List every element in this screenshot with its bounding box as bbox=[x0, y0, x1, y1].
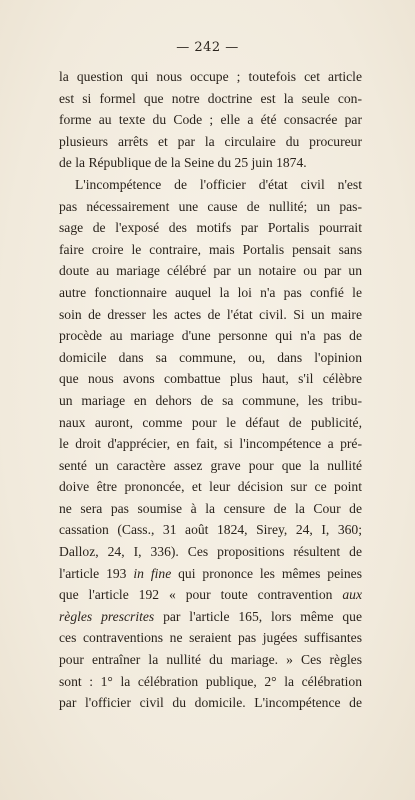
text-line: senté un caractère assez grave pour que la nullité bbox=[59, 457, 362, 473]
text-line: cassation (Cass., 31 août 1824, Sirey, 24, I, 360; bbox=[59, 522, 362, 538]
text-line: procède au mariage d'une personne qui n'a pas de bbox=[59, 328, 362, 344]
text-line: ne sera pas soumise à la censure de la Cour de bbox=[59, 500, 362, 516]
text-line: de la République de la Seine du 25 juin 1874. bbox=[59, 155, 307, 171]
text-line: que nous avons combattue plus haut, s'il célèbre bbox=[59, 371, 362, 387]
text-line: doive être prononcée, et leur décision sur ce point bbox=[59, 479, 362, 495]
text-line bbox=[59, 606, 362, 628]
text-line: Dalloz, 24, I, 336). Ces propositions résultent de bbox=[59, 544, 362, 560]
text-line: pas nécessairement une cause de nullité; un pas- bbox=[59, 198, 362, 214]
text-line: forme au texte du Code ; elle a été consacrée par bbox=[59, 112, 362, 128]
page-number: — 242 — bbox=[176, 40, 239, 55]
text-line: domicile dans sa commune, ou, dans l'opinion bbox=[59, 349, 362, 365]
body-text bbox=[59, 66, 362, 714]
text-run: qui prononce les mêmes peines bbox=[171, 565, 362, 581]
italic-text: règles prescrites bbox=[59, 608, 155, 624]
italic-text: aux bbox=[342, 587, 362, 603]
text-line: la question qui nous occupe ; toutefois cet article bbox=[59, 69, 362, 84]
text-line: par l'officier civil du domicile. L'incompétence de bbox=[59, 695, 362, 711]
text-line: doute au mariage célébré par un notaire ou par un bbox=[59, 263, 362, 279]
text-line: L'incompétence de l'officier d'état civil n'est bbox=[75, 176, 362, 192]
text-line: sont : 1° la célébration publique, 2° la célébration bbox=[59, 673, 362, 689]
text-line: naux auront, comme pour le défaut de publicité, bbox=[59, 414, 362, 430]
text-line: le droit d'apprécier, en fait, si l'incompétence a pré- bbox=[59, 436, 362, 452]
text-run: que l'article 192 « pour toute contravention bbox=[59, 587, 343, 603]
italic-text: in fine bbox=[133, 565, 172, 581]
text-run: par l'article 165, lors même que bbox=[154, 608, 362, 624]
text-line: un mariage en dehors de sa commune, les tribu- bbox=[59, 392, 362, 408]
text-line bbox=[59, 563, 362, 585]
text-line: est si formel que notre doctrine est la seule con- bbox=[59, 90, 362, 106]
text-line: autre fonctionnaire auquel la loi n'a pas confié le bbox=[59, 284, 362, 300]
text-line: soin de dresser les actes de l'état civil. Si un maire bbox=[59, 306, 362, 322]
text-line: ces contraventions ne seraient pas jugées suffisantes bbox=[59, 630, 362, 646]
text-line bbox=[59, 584, 362, 606]
text-line: plusieurs arrêts et par la circulaire du procureur bbox=[59, 133, 362, 149]
text-line: sage de l'exposé des motifs par Portalis pourrait bbox=[59, 220, 362, 236]
text-line: pour entraîner la nullité du mariage. » Ces règles bbox=[59, 652, 362, 668]
text-line: faire croire le contraire, mais Portalis pensait sans bbox=[59, 241, 362, 257]
text-run: l'article 193 bbox=[59, 565, 134, 581]
